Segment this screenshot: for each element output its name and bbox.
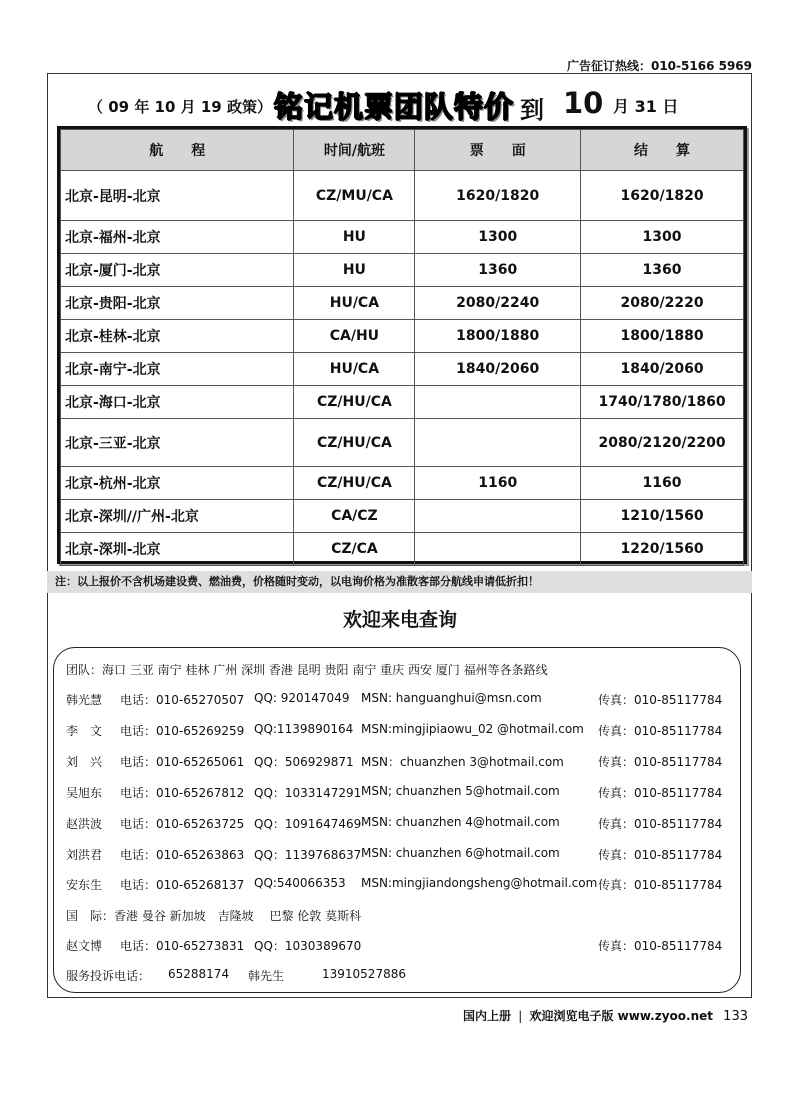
contact-fax: 传真：010-85117784 <box>598 848 723 862</box>
footer-separator: | <box>518 1009 523 1023</box>
contact-phone: 电话：010-65273831 <box>120 939 245 953</box>
contact-name: 李 文 <box>66 724 103 738</box>
route-cell: 北京-杭州-北京 <box>61 467 294 500</box>
contact-fax: 传真：010-85117784 <box>598 693 723 707</box>
flight-cell: CZ/HU/CA <box>294 419 415 467</box>
header-route: 航 程 <box>61 130 294 171</box>
contact-msn: MSN: chuanzhen 6@hotmail.com <box>361 846 560 860</box>
contact-fax: 传真：010-85117784 <box>598 786 723 800</box>
fare-table-box <box>57 126 747 564</box>
settle-cell: 1740/1780/1860 <box>581 386 744 419</box>
fare-cell: 1840/2060 <box>415 353 581 386</box>
contact-phone: 电话：010-65263725 <box>120 817 245 831</box>
settle-cell: 2080/2220 <box>581 287 744 320</box>
route-cell: 北京-桂林-北京 <box>61 320 294 353</box>
footer-section: 国内上册 <box>463 1009 512 1023</box>
contact-qq: QQ: 920147049 <box>254 691 350 705</box>
title-day: 月 31 日 <box>613 97 679 116</box>
flight-cell: CA/CZ <box>294 500 415 533</box>
table-row <box>61 287 744 320</box>
route-cell: 北京-深圳//广州-北京 <box>61 500 294 533</box>
contact-phone: 电话：010-65269259 <box>120 724 245 738</box>
table-row <box>61 533 744 566</box>
route-cell: 北京-贵阳-北京 <box>61 287 294 320</box>
contact-qq: QQ：1139768637 <box>254 848 362 862</box>
route-cell: 北京-厦门-北京 <box>61 254 294 287</box>
group-routes: 团队：海口 三亚 南宁 桂林 广州 深圳 香港 昆明 贵阳 南宁 重庆 西安 厦门 福州等各条路线 <box>66 663 548 677</box>
price-note: 注：以上报价不含机场建设费、燃油费，价格随时变动，以电询价格为准散客部分航线申请低折扣！ <box>47 571 752 593</box>
page-footer <box>463 1007 748 1024</box>
table-row <box>61 353 744 386</box>
policy-date: （ 09 年 10 月 19 政策） <box>88 98 272 116</box>
contact-fax: 传真：010-85117784 <box>598 755 723 769</box>
flight-cell: CZ/CA <box>294 533 415 566</box>
table-row <box>61 320 744 353</box>
contact-name: 安东生 <box>66 878 103 892</box>
contact-msn: MSN:mingjiandongsheng@hotmail.com <box>361 876 598 890</box>
page-title: 铭记机票团队特价 <box>274 90 515 124</box>
contact-qq: QQ：1030389670 <box>254 939 362 953</box>
contact-fax: 传真：010-85117784 <box>598 939 723 953</box>
flight-cell: HU <box>294 254 415 287</box>
settle-cell: 1840/2060 <box>581 353 744 386</box>
contact-name: 赵洪波 <box>66 817 103 831</box>
table-row <box>61 254 744 287</box>
complaint-person: 韩先生 <box>248 969 285 983</box>
route-cell: 北京-海口-北京 <box>61 386 294 419</box>
fare-table <box>60 129 744 566</box>
title-row <box>62 82 742 128</box>
contact-msn: MSN: hanguanghui@msn.com <box>361 691 542 705</box>
contact-phone: 电话：010-65263863 <box>120 848 245 862</box>
table-row <box>61 171 744 221</box>
contact-qq: QQ：1033147291 <box>254 786 362 800</box>
header-fare: 票 面 <box>415 130 581 171</box>
complaint-phone: 65288174 <box>168 967 230 981</box>
header-flight: 时间/航班 <box>294 130 415 171</box>
international-routes: 国 际：香港 曼谷 新加坡 吉隆坡 巴黎 伦敦 莫斯科 <box>66 909 362 923</box>
contact-qq: QQ:1139890164 <box>254 722 354 736</box>
fare-cell: 1800/1880 <box>415 320 581 353</box>
contact-name: 吴旭东 <box>66 786 103 800</box>
route-cell: 北京-昆明-北京 <box>61 171 294 221</box>
settle-cell: 2080/2120/2200 <box>581 419 744 467</box>
contact-phone: 电话：010-65268137 <box>120 878 245 892</box>
fare-cell: 2080/2240 <box>415 287 581 320</box>
contact-name: 刘洪君 <box>66 848 103 862</box>
settle-cell: 1800/1880 <box>581 320 744 353</box>
table-row <box>61 467 744 500</box>
settle-cell: 1160 <box>581 467 744 500</box>
settle-cell: 1300 <box>581 221 744 254</box>
contact-name: 刘 兴 <box>66 755 103 769</box>
contact-phone: 电话：010-65270507 <box>120 693 245 707</box>
route-cell: 北京-福州-北京 <box>61 221 294 254</box>
contact-fax: 传真：010-85117784 <box>598 724 723 738</box>
contact-phone: 电话：010-65267812 <box>120 786 245 800</box>
contact-msn: MSN; chuanzhen 5@hotmail.com <box>361 784 560 798</box>
route-cell: 北京-南宁-北京 <box>61 353 294 386</box>
contact-msn: MSN：chuanzhen 3@hotmail.com <box>361 755 564 769</box>
settle-cell: 1210/1560 <box>581 500 744 533</box>
welcome-heading: 欢迎来电查询 <box>342 609 457 631</box>
fare-cell <box>415 419 581 467</box>
flight-cell: HU/CA <box>294 287 415 320</box>
contact-qq: QQ：506929871 <box>254 755 354 769</box>
footer-browse: 欢迎浏览电子版 www.zyoo.net <box>529 1009 713 1023</box>
contact-qq: QQ：1091647469 <box>254 817 362 831</box>
contact-msn: MSN:mingjipiaowu_02 @hotmail.com <box>361 722 584 736</box>
flight-cell: HU/CA <box>294 353 415 386</box>
contact-name: 韩光慧 <box>66 693 103 707</box>
flight-cell: CZ/MU/CA <box>294 171 415 221</box>
contact-qq: QQ:540066353 <box>254 876 346 890</box>
complaint-mobile: 13910527886 <box>322 967 406 981</box>
table-row <box>61 419 744 467</box>
ad-hotline: 广告征订热线：010-5166 5969 <box>566 59 752 73</box>
fare-cell: 1160 <box>415 467 581 500</box>
table-header-row <box>61 130 744 171</box>
complaint-label: 服务投诉电话： <box>66 969 151 983</box>
fare-cell <box>415 533 581 566</box>
title-to: 到 <box>520 96 544 124</box>
flight-cell: CA/HU <box>294 320 415 353</box>
page-number: 133 <box>723 1009 748 1024</box>
route-cell: 北京-三亚-北京 <box>61 419 294 467</box>
settle-cell: 1360 <box>581 254 744 287</box>
fare-cell: 1300 <box>415 221 581 254</box>
contact-name: 赵文博 <box>66 939 103 953</box>
fare-cell <box>415 386 581 419</box>
header-settle: 结 算 <box>581 130 744 171</box>
contact-fax: 传真：010-85117784 <box>598 878 723 892</box>
table-row <box>61 386 744 419</box>
settle-cell: 1620/1820 <box>581 171 744 221</box>
route-cell: 北京-深圳-北京 <box>61 533 294 566</box>
fare-cell: 1620/1820 <box>415 171 581 221</box>
settle-cell: 1220/1560 <box>581 533 744 566</box>
contact-fax: 传真：010-85117784 <box>598 817 723 831</box>
flight-cell: HU <box>294 221 415 254</box>
table-row <box>61 221 744 254</box>
fare-cell <box>415 500 581 533</box>
title-month: 10 <box>563 86 604 120</box>
table-row <box>61 500 744 533</box>
fare-cell: 1360 <box>415 254 581 287</box>
contact-phone: 电话：010-65265061 <box>120 755 245 769</box>
flight-cell: CZ/HU/CA <box>294 467 415 500</box>
flight-cell: CZ/HU/CA <box>294 386 415 419</box>
contact-msn: MSN: chuanzhen 4@hotmail.com <box>361 815 560 829</box>
